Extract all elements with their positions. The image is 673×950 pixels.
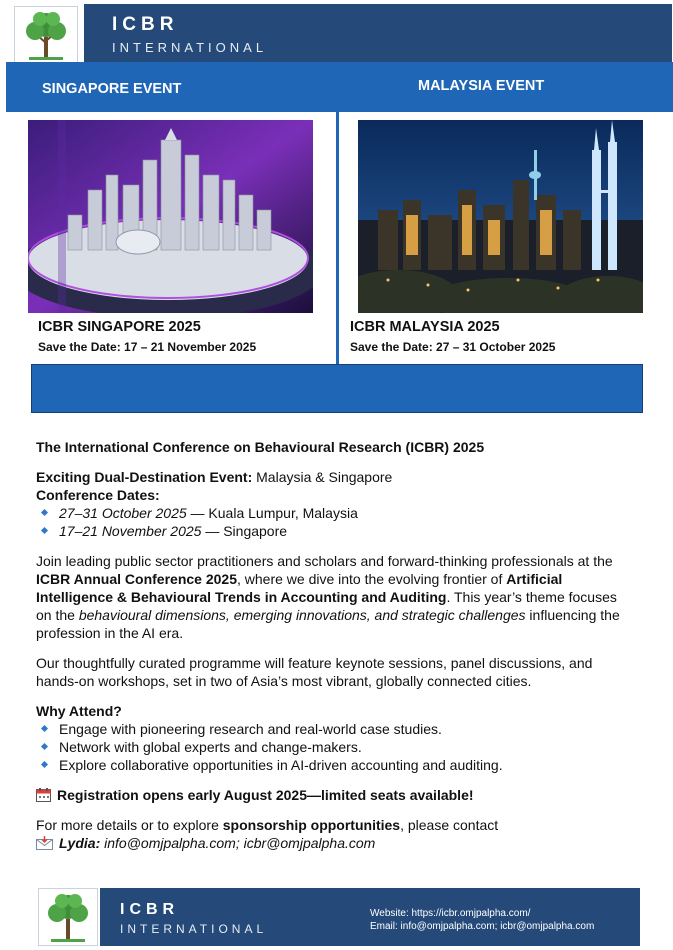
- list-item: Explore collaborative opportunities in AI-driven accounting and auditing.: [36, 756, 636, 774]
- date-location: — Singapore: [201, 523, 288, 539]
- text-run: , please contact: [400, 817, 499, 833]
- contact-line: [36, 834, 636, 852]
- singapore-city-image: [28, 120, 313, 313]
- conference-dates-label: Conference Dates:: [36, 487, 160, 503]
- list-item: [36, 522, 636, 540]
- registration-text: Registration opens early August 2025—limited seats available!: [57, 787, 474, 803]
- date-range: 17–21 November 2025: [59, 523, 202, 539]
- conference-title: The International Conference on Behavioural Research (ICBR) 2025: [36, 439, 485, 455]
- text-run: behavioural dimensions, emerging innovations, and strategic challenges: [78, 607, 526, 623]
- main-content: [36, 438, 636, 852]
- text-run: ICBR Annual Conference 2025: [36, 571, 237, 587]
- contact-emails[interactable]: info@omjpalpha.com; icbr@omjpalpha.com: [100, 835, 376, 851]
- text-run: sponsorship opportunities: [222, 817, 401, 833]
- brand-subtitle: INTERNATIONAL: [112, 40, 268, 55]
- header-bar: [84, 4, 672, 62]
- malaysia-event-label: MALAYSIA EVENT: [418, 78, 545, 94]
- text-run: For more details or to explore: [36, 817, 223, 833]
- text-run: , where we dive into the evolving frontier of: [236, 571, 507, 587]
- date-range: 27–31 October 2025: [59, 505, 187, 521]
- text-run: Artificial Intelligence & Behavioural Trends in Accounting and Auditing: [36, 571, 563, 605]
- footer: [38, 888, 640, 946]
- footer-bar: [100, 888, 640, 946]
- footer-logo: [38, 888, 98, 946]
- dual-destination-label: Exciting Dual-Destination Event:: [36, 469, 253, 485]
- programme-paragraph: Our thoughtfully curated programme will feature keynote sessions, panel discussions, and hands-on workshops, set in two of Asia’s most vibrant, globally connected cities.: [36, 655, 593, 689]
- footer-brand-name: ICBR: [120, 901, 180, 918]
- conference-dates-list: [36, 504, 636, 540]
- footer-email-link[interactable]: Email: info@omjpalpha.com; icbr@omjpalpha.com: [370, 921, 595, 932]
- text-run: Join leading public sector practitioners and scholars and forward-thinking professionals at the: [36, 553, 613, 569]
- brand-name: ICBR: [112, 14, 179, 35]
- text-run: . This year’s theme focuses on the: [36, 589, 617, 623]
- list-item: Network with global experts and change-makers.: [36, 738, 636, 756]
- singapore-event-title: ICBR SINGAPORE 2025: [38, 319, 201, 335]
- malaysia-city-image: [358, 120, 643, 313]
- list-item: Engage with pioneering research and real-world case studies.: [36, 720, 636, 738]
- blue-panel: [31, 364, 643, 413]
- why-attend-title: Why Attend?: [36, 703, 122, 719]
- contact-name: Lydia:: [59, 835, 101, 851]
- dual-destination-value: Malaysia & Singapore: [252, 469, 393, 485]
- malaysia-event-date: Save the Date: 27 – 31 October 2025: [350, 340, 556, 354]
- event-divider: [336, 112, 339, 365]
- dual-destination-line: [36, 468, 636, 486]
- text-run: influencing the profession in the AI era.: [36, 607, 620, 641]
- contact-paragraph: [36, 816, 636, 834]
- event-banner: [6, 62, 673, 112]
- why-attend-list: [36, 720, 636, 774]
- intro-paragraph: [36, 552, 636, 642]
- tree-icon: [39, 889, 97, 945]
- singapore-event-label: SINGAPORE EVENT: [42, 81, 182, 97]
- malaysia-event-title: ICBR MALAYSIA 2025: [350, 319, 500, 335]
- envelope-icon: [36, 836, 53, 850]
- calendar-icon: [36, 788, 51, 802]
- footer-website-link[interactable]: Website: https://icbr.omjpalpha.com/: [370, 908, 531, 919]
- header-logo: [14, 6, 78, 64]
- list-item: [36, 504, 636, 522]
- header: [12, 4, 672, 62]
- registration-line: [36, 786, 636, 804]
- singapore-event-date: Save the Date: 17 – 21 November 2025: [38, 340, 257, 354]
- tree-icon: [15, 7, 77, 63]
- footer-brand-subtitle: INTERNATIONAL: [120, 922, 268, 936]
- date-location: — Kuala Lumpur, Malaysia: [186, 505, 358, 521]
